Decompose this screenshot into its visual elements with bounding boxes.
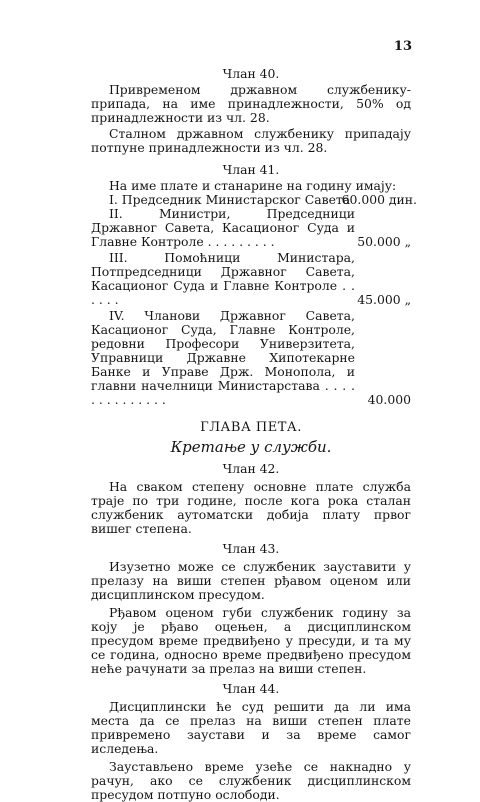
article-42-heading: Члан 42. [222, 461, 280, 476]
article-40-paragraph-2: Сталном државном службенику припадају потпуне принадлежности из чл. 28. [91, 126, 411, 155]
article-43-heading: Члан 43. [222, 541, 280, 556]
article-41-intro: На име плате и станарине на годину имају: [109, 178, 397, 193]
chapter-title: ГЛАВА ПЕТА. [200, 420, 302, 435]
article-43-paragraph-2: Рђавом оценом губи службеник годину за коју је рђаво оцењен, а дисциплинском пресудом време предвиђено у пресуди, и та му се година, односно време предвиђено пресудом неће рачунати за прелаз на виши степен. [91, 605, 411, 676]
article-44-heading: Члан 44. [222, 681, 280, 696]
salary-entry-text: II. Министри, Председници Државног Савета, Касационог Суда и Главне Контроле . . . . . . . . . [91, 206, 355, 249]
chapter-subtitle: Кретање у служби. [170, 438, 332, 456]
salary-entry-4 [91, 309, 411, 407]
salary-entry-1 [91, 192, 417, 207]
article-40-heading: Члан 40. [222, 66, 280, 81]
article-41-heading: Члан 41. [222, 162, 280, 177]
salary-entry-amount: 60.000 дин. [341, 192, 417, 207]
salary-entry-text: I. Председник Министарског Савета [109, 192, 351, 207]
article-44-paragraph-1: Дисциплински ће суд решити да ли има места да се прелаз на виши степен плате привремено заустави и за време самог иследења. [91, 699, 411, 756]
salary-entry-amount: 45.000 „ [357, 292, 411, 307]
article-44-paragraph-2: Заустављено време узеће се накнадно у рачун, ако се службеник дисциплинском пресудом потпуно ослободи. [91, 759, 411, 802]
salary-entry-text: III. Помоћници Министара, Потпредседници Државног Савета, Касационог Суда и Главне Контроле . . . . . . [91, 250, 355, 307]
page-number: 13 [393, 39, 412, 54]
salary-entry-2 [91, 207, 411, 249]
article-40-paragraph-1: Привременом државном службенику-припада, на име принадлежности, 50% од принадлежности из чл. 28. [91, 82, 411, 125]
salary-entry-text: IV. Чланови Државног Савета, Касационог Суда, Главне Контроле, редовни Професори Универзитета, Управници Државне Хипотекарне Банке и Управе Држ. Монопола, и главни начелници Министарстава . . . . . . . . . . . . . . [91, 308, 355, 407]
salary-entry-3 [91, 251, 411, 307]
article-42-paragraph-1: На сваком степену основне плате служба траје по три године, после кога рока сталан службеник аутоматски добија плату првог вишег степена. [91, 479, 411, 536]
salary-entry-amount: 40.000 [367, 392, 411, 407]
article-43-paragraph-1: Изузетно може се службеник зауставити у прелазу на виши степен рђавом оценом или дисциплинском пресудом. [91, 559, 411, 602]
page-content [91, 66, 417, 802]
salary-entry-amount: 50.000 „ [357, 234, 411, 249]
